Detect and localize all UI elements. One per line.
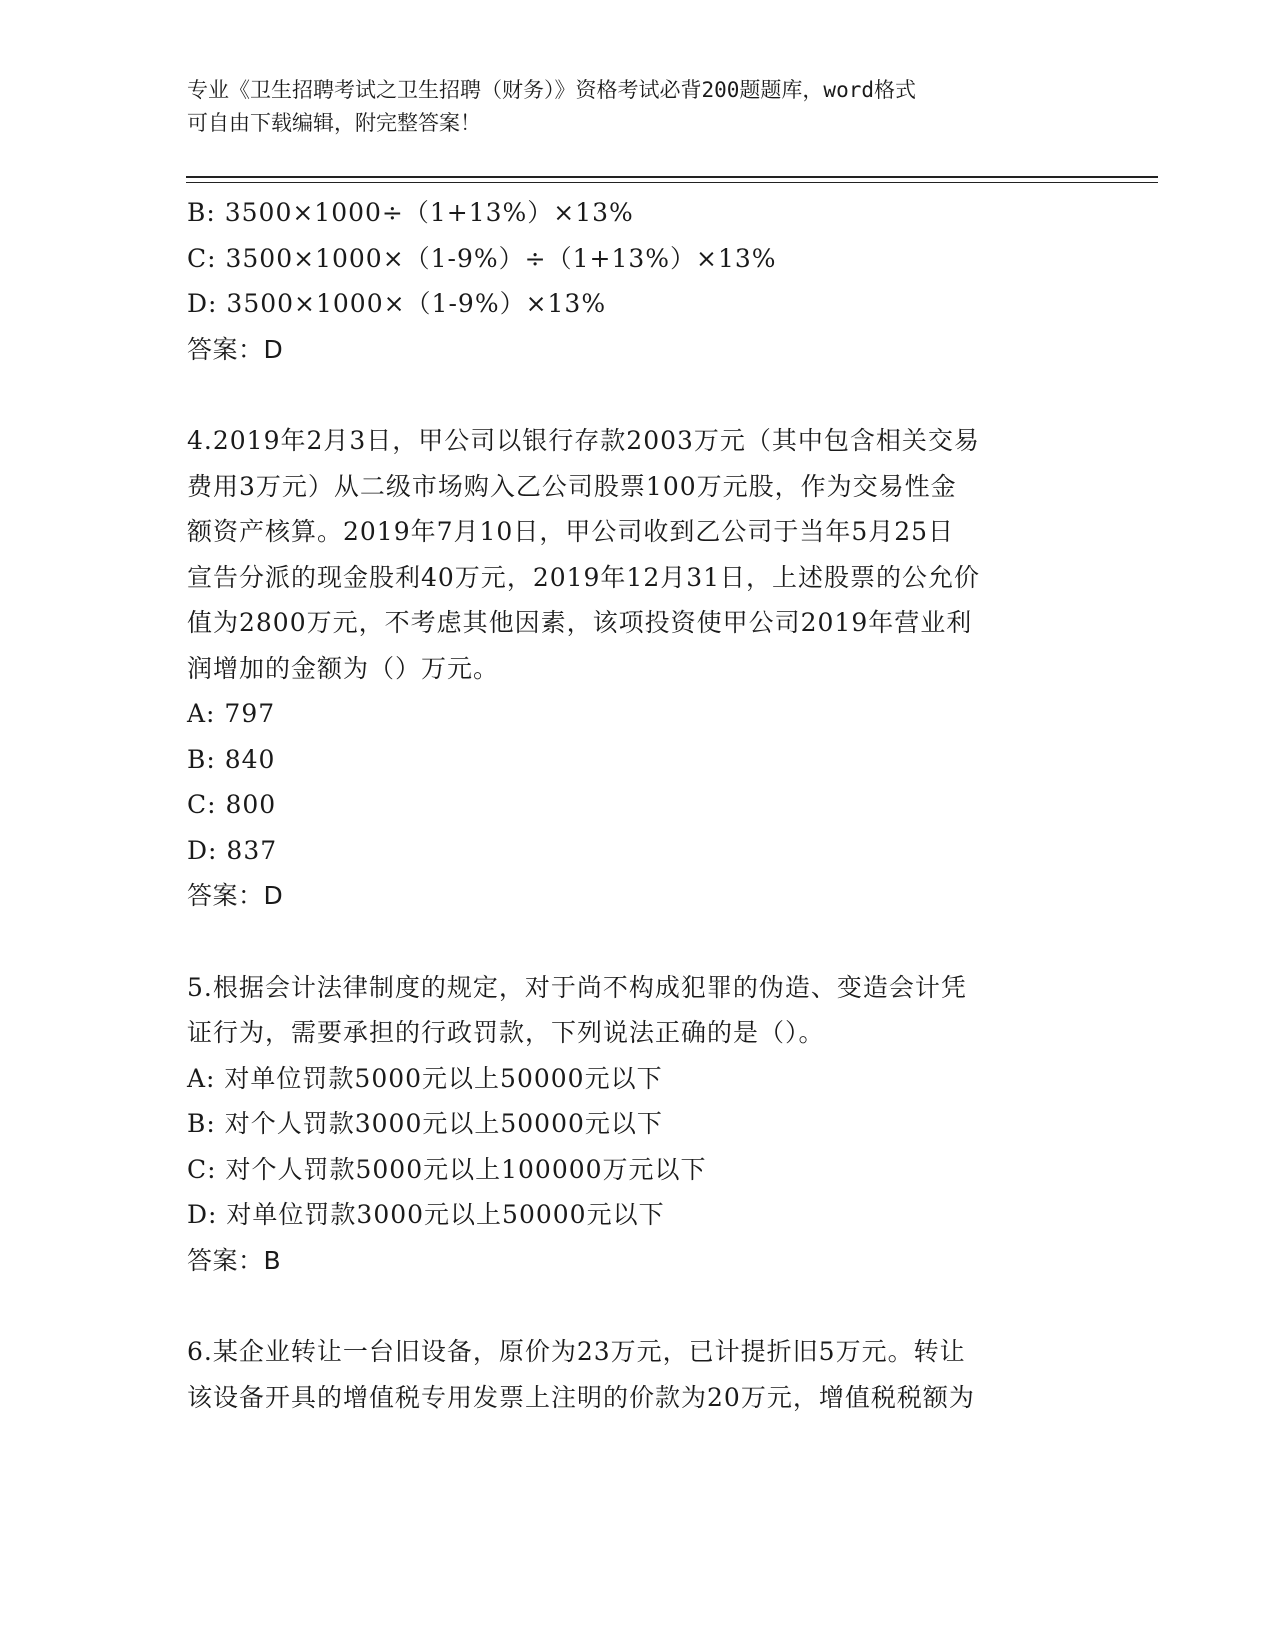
header-rule-thick	[186, 176, 1158, 178]
q5-option-a: A: 对单位罚款5000元以上50000元以下	[187, 1063, 663, 1093]
question-6	[187, 1329, 1087, 1420]
question-3	[187, 190, 1087, 372]
spacer	[187, 919, 1087, 965]
q4-option-d: D: 837	[187, 835, 278, 865]
q6-stem-line: 6.某企业转让一台旧设备，原价为23万元，已计提折旧5万元。转让	[187, 1337, 966, 1366]
header-rule-thin	[186, 182, 1158, 183]
spacer	[187, 372, 1087, 418]
q4-stem-line: 润增加的金额为（）万元。	[187, 653, 500, 683]
q5-stem-line: 证行为，需要承担的行政罚款，下列说法正确的是（）。	[187, 1018, 825, 1047]
q5-option-c: C: 对个人罚款5000元以上100000万元以下	[187, 1154, 707, 1184]
document-header	[187, 74, 1087, 140]
q5-option-d: D: 对单位罚款3000元以上50000元以下	[187, 1200, 665, 1229]
q4-answer: 答案：D	[187, 881, 284, 910]
question-5	[187, 965, 1087, 1284]
q3-answer: 答案：D	[187, 334, 284, 364]
q4-stem-line: 4.2019年2月3日，甲公司以银行存款2003万元（其中包含相关交易	[187, 426, 980, 455]
q4-option-c: C: 800	[187, 790, 277, 819]
spacer	[187, 1283, 1087, 1329]
q4-option-b: B: 840	[187, 744, 276, 774]
q6-stem-line: 该设备开具的增值税专用发票上注明的价款为20万元，增值税税额为	[187, 1382, 975, 1412]
q4-stem-line: 宣告分派的现金股利40万元，2019年12月31日，上述股票的公允价	[187, 562, 981, 592]
q4-stem-line: 费用3万元）从二级市场购入乙公司股票100万元股，作为交易性金	[187, 471, 957, 501]
header-line-2: 可自由下载编辑，附完整答案！	[187, 111, 481, 135]
q4-option-a: A: 797	[187, 699, 276, 728]
q5-answer: 答案：B	[187, 1245, 282, 1275]
q3-option-d: D: 3500×1000×（1-9%）×13%	[187, 289, 607, 318]
q5-option-b: B: 对个人罚款3000元以上50000元以下	[187, 1109, 663, 1138]
question-4	[187, 418, 1087, 919]
question-content	[187, 190, 1087, 1420]
q5-stem-line: 5.根据会计法律制度的规定，对于尚不构成犯罪的伪造、变造会计凭	[187, 972, 967, 1002]
q4-stem-line: 额资产核算。2019年7月10日，甲公司收到乙公司于当年5月25日	[187, 517, 955, 546]
header-line-1: 专业《卫生招聘考试之卫生招聘（财务）》资格考试必背200题题库，word格式	[187, 78, 916, 102]
q3-option-b: B: 3500×1000÷（1+13%）×13%	[187, 198, 634, 227]
q3-option-c: C: 3500×1000×（1-9%）÷（1+13%）×13%	[187, 243, 777, 273]
q4-stem-line: 值为2800万元，不考虑其他因素，该项投资使甲公司2019年营业利	[187, 608, 973, 637]
